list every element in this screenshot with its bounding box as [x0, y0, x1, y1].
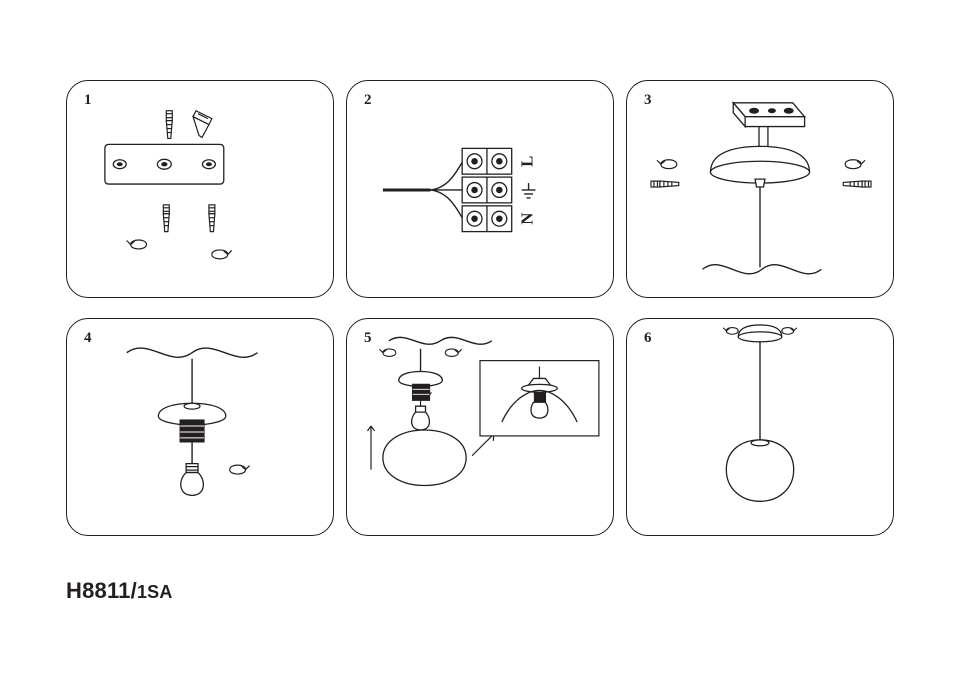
panel-4-artwork [67, 319, 333, 535]
panel-number-2: 2 [364, 92, 372, 108]
label-neutral: N [517, 212, 537, 225]
panel-step-6 [626, 318, 894, 536]
panel-step-1 [66, 80, 334, 298]
model-code [66, 578, 173, 604]
panel-1-artwork [67, 81, 333, 297]
panel-6-artwork [627, 319, 893, 535]
label-live: L [517, 155, 537, 167]
panel-step-5 [346, 318, 614, 536]
panel-step-3 [626, 80, 894, 298]
panel-step-2 [346, 80, 614, 298]
panel-step-4 [66, 318, 334, 536]
panel-3-artwork [627, 81, 893, 297]
panel-number-4: 4 [84, 330, 92, 346]
model-code-main: H8811/ [66, 578, 137, 603]
panel-5-artwork [347, 319, 613, 535]
panel-number-5: 5 [364, 330, 372, 346]
panel-number-6: 6 [644, 330, 652, 346]
model-code-suffix: 1SA [136, 582, 173, 602]
panel-number-1: 1 [84, 92, 92, 108]
panel-2-artwork [347, 81, 613, 297]
panel-number-3: 3 [644, 92, 652, 108]
